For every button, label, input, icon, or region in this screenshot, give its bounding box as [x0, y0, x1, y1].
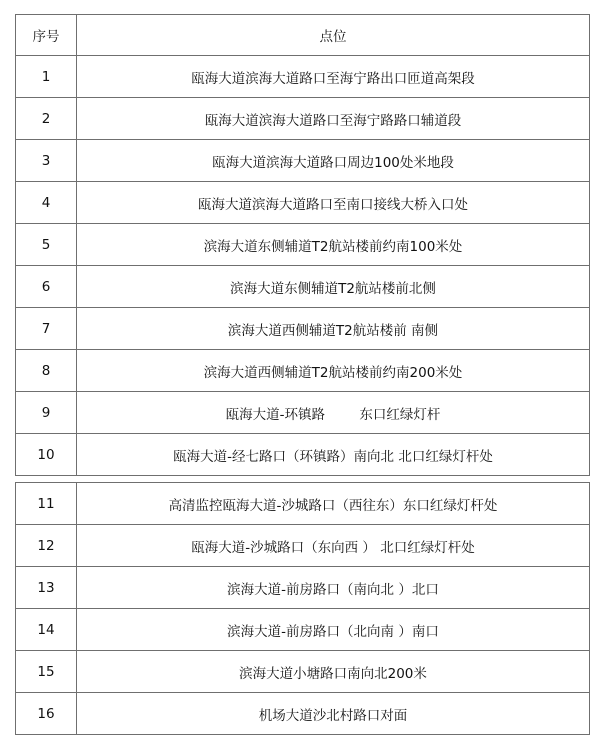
table-row: [16, 609, 590, 651]
row-location: 瓯海大道-经七路口（环镇路）南向北 北口红绿灯杆处: [77, 434, 590, 476]
header-no: 序号: [16, 15, 77, 56]
row-location: 瓯海大道-环镇路 东口红绿灯杆: [77, 392, 590, 434]
row-location: 滨海大道东侧辅道T2航站楼前北侧: [77, 266, 590, 308]
row-no: 13: [16, 567, 77, 609]
row-no: 9: [16, 392, 77, 434]
row-no: 6: [16, 266, 77, 308]
row-no: 16: [16, 693, 77, 735]
row-location: 滨海大道小塘路口南向北200米: [77, 651, 590, 693]
row-no: 2: [16, 98, 77, 140]
header-location: 点位: [77, 15, 590, 56]
location-table-part-2: [15, 482, 590, 735]
row-location: 瓯海大道滨海大道路口至南口接线大桥入口处: [77, 182, 590, 224]
row-no: 8: [16, 350, 77, 392]
row-location: 瓯海大道滨海大道路口至海宁路路口辅道段: [77, 98, 590, 140]
row-location: 瓯海大道-沙城路口（东向西 ） 北口红绿灯杆处: [77, 525, 590, 567]
row-location: 瓯海大道滨海大道路口周边100处米地段: [77, 140, 590, 182]
table-row: [16, 392, 590, 434]
table-row: [16, 693, 590, 735]
table-row: [16, 98, 590, 140]
row-no: 15: [16, 651, 77, 693]
row-no: 11: [16, 483, 77, 525]
table-row: [16, 266, 590, 308]
row-no: 5: [16, 224, 77, 266]
row-no: 3: [16, 140, 77, 182]
row-no: 12: [16, 525, 77, 567]
row-no: 14: [16, 609, 77, 651]
row-location: 滨海大道西侧辅道T2航站楼前 南侧: [77, 308, 590, 350]
table-row: [16, 308, 590, 350]
row-location: 瓯海大道滨海大道路口至海宁路出口匝道高架段: [77, 56, 590, 98]
row-location: 机场大道沙北村路口对面: [77, 693, 590, 735]
row-location: 滨海大道-前房路口（北向南 ）南口: [77, 609, 590, 651]
table-row: [16, 140, 590, 182]
row-no: 7: [16, 308, 77, 350]
table-row: [16, 224, 590, 266]
table-row: [16, 182, 590, 224]
location-table-part-1: [15, 14, 590, 476]
row-no: 1: [16, 56, 77, 98]
row-no: 4: [16, 182, 77, 224]
row-no: 10: [16, 434, 77, 476]
table-header-row: [16, 15, 590, 56]
row-location: 滨海大道西侧辅道T2航站楼前约南200米处: [77, 350, 590, 392]
table-row: [16, 56, 590, 98]
table-row: [16, 483, 590, 525]
row-location: 滨海大道东侧辅道T2航站楼前约南100米处: [77, 224, 590, 266]
table-row: [16, 567, 590, 609]
table-row: [16, 350, 590, 392]
table-row: [16, 525, 590, 567]
row-location: 滨海大道-前房路口（南向北 ）北口: [77, 567, 590, 609]
row-location: 高清监控瓯海大道-沙城路口（西往东）东口红绿灯杆处: [77, 483, 590, 525]
table-row: [16, 434, 590, 476]
table-row: [16, 651, 590, 693]
